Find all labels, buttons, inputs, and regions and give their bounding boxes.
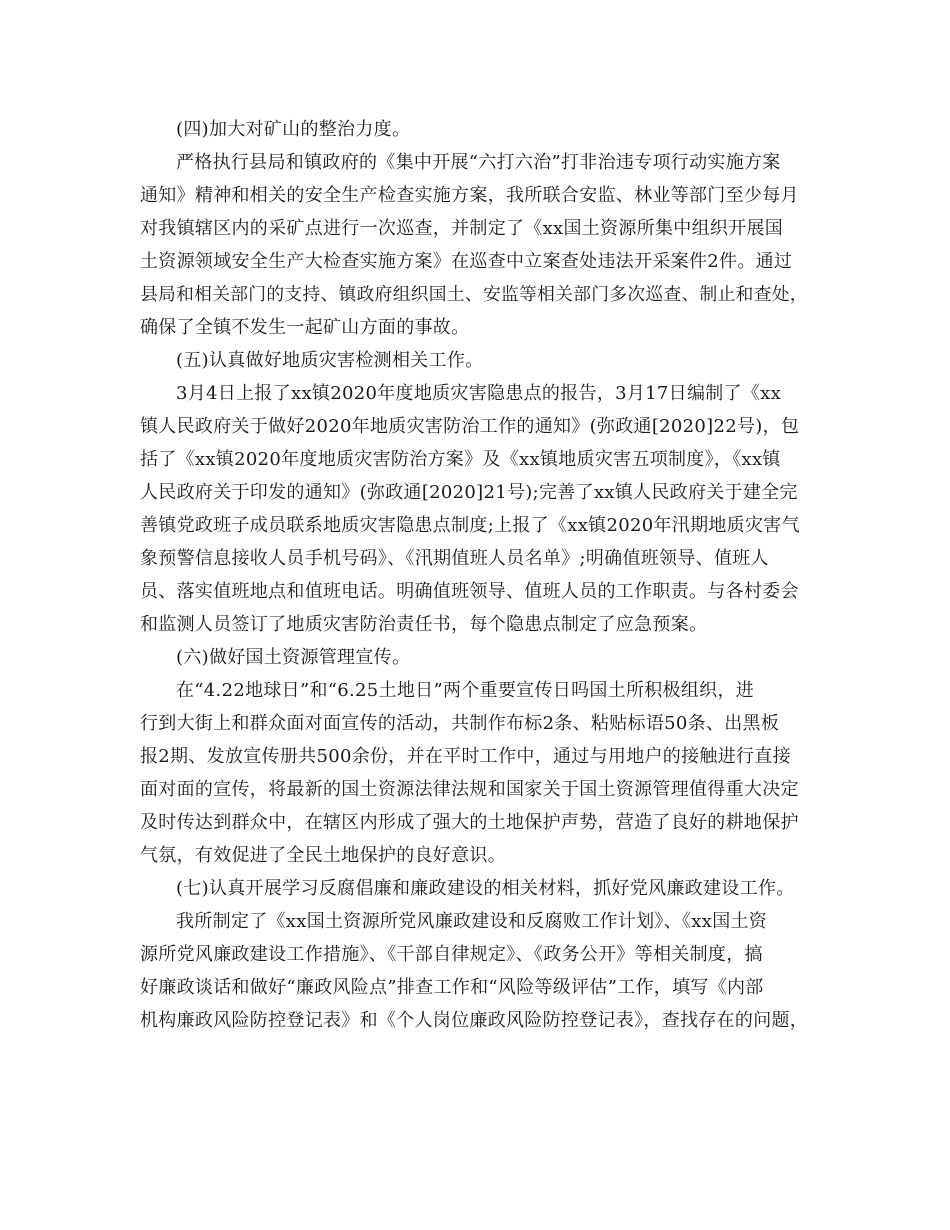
section-heading-6: (六)做好国土资源管理宣传。 [176,647,411,668]
paragraph-line: 及时传达到群众中，在辖区内形成了强大的土地保护声势，营造了良好的耕地保护 [140,812,799,833]
paragraph-line: 善镇党政班子成员联系地质灾害隐患点制度;上报了《xx镇2020年汛期地质灾害气 [140,515,800,536]
paragraph-line: 象预警信息接收人员手机号码》、《汛期值班人员名单》;明确值班领导、值班人 [140,548,769,569]
paragraph-line: 人民政府关于印发的通知》(弥政通[2020]21号);完善了xx镇人民政府关于建全完 [140,482,798,503]
section-heading-5: (五)认真做好地质灾害检测相关工作。 [176,350,484,371]
paragraph-line: 县局和相关部门的支持、镇政府组织国土、安监等相关部门多次巡查、制止和查处， [140,285,808,305]
section-heading-4: (四)加大对矿山的整治力度。 [176,119,411,140]
paragraph-line: 面对面的宣传，将最新的国土资源法律法规和国家关于国土资源管理值得重大决定 [140,779,799,800]
paragraph-line: 在“4.22地球日”和“6.25土地日”两个重要宣传日吗国土所积极组织，进 [176,680,755,701]
paragraph-line: 3月4日上报了xx镇2020年度地质灾害隐患点的报告，3月17日编制了《xx [176,383,782,404]
paragraph-line: 源所党风廉政建设工作措施》、《干部自律规定》、《政务公开》等相关制度，搞 [140,944,763,965]
paragraph-line: 行到大街上和群众面对面宣传的活动，共制作布标2条、粘贴标语50条、出黑板 [140,713,780,734]
paragraph-line: 员、落实值班地点和值班电话。明确值班领导、值班人员的工作职责。与各村委会 [140,581,799,602]
paragraph-line: 报2期、发放宣传册共500余份，并在平时工作中，通过与用地户的接触进行直接 [140,746,791,767]
paragraph-line: 镇人民政府关于做好2020年地质灾害防治工作的通知》(弥政通[2020]22号)，包 [140,416,800,437]
paragraph-line: 通知》精神和相关的安全生产检查实施方案，我所联合安监、林业等部门至少每月 [140,185,799,206]
paragraph-line: 严格执行县局和镇政府的《集中开展“六打六治”打非治违专项行动实施方案 [176,152,781,173]
paragraph-line: 土资源领域安全生产大检查实施方案》在巡查中立案查处违法开采案件2件。通过 [140,251,793,272]
section-heading-7: (七)认真开展学习反腐倡廉和廉政建设的相关材料，抓好党风廉政建设工作。 [176,878,795,899]
paragraph-line: 机构廉政风险防控登记表》和《个人岗位廉政风险防控登记表》，查找存在的问题， [140,1010,809,1031]
paragraph-line: 好廉政谈话和做好“廉政风险点”排查工作和“风险等级评估”工作，填写《内部 [140,977,764,998]
paragraph-line: 和监测人员签订了地质灾害防治责任书，每个隐患点制定了应急预案。 [140,614,708,635]
paragraph-line: 括了《xx镇2020年度地质灾害防治方案》及《xx镇地质灾害五项制度》，《xx镇 [140,449,781,470]
paragraph-line: 确保了全镇不发生一起矿山方面的事故。 [140,317,470,338]
paragraph-line: 我所制定了《xx国土资源所党风廉政建设和反腐败工作计划》、《xx国土资 [176,911,768,932]
paragraph-line: 气氛，有效促进了全民土地保护的良好意识。 [140,845,506,866]
paragraph-line: 对我镇辖区内的采矿点进行一次巡查，并制定了《xx国土资源所集中组织开展国 [140,218,784,239]
